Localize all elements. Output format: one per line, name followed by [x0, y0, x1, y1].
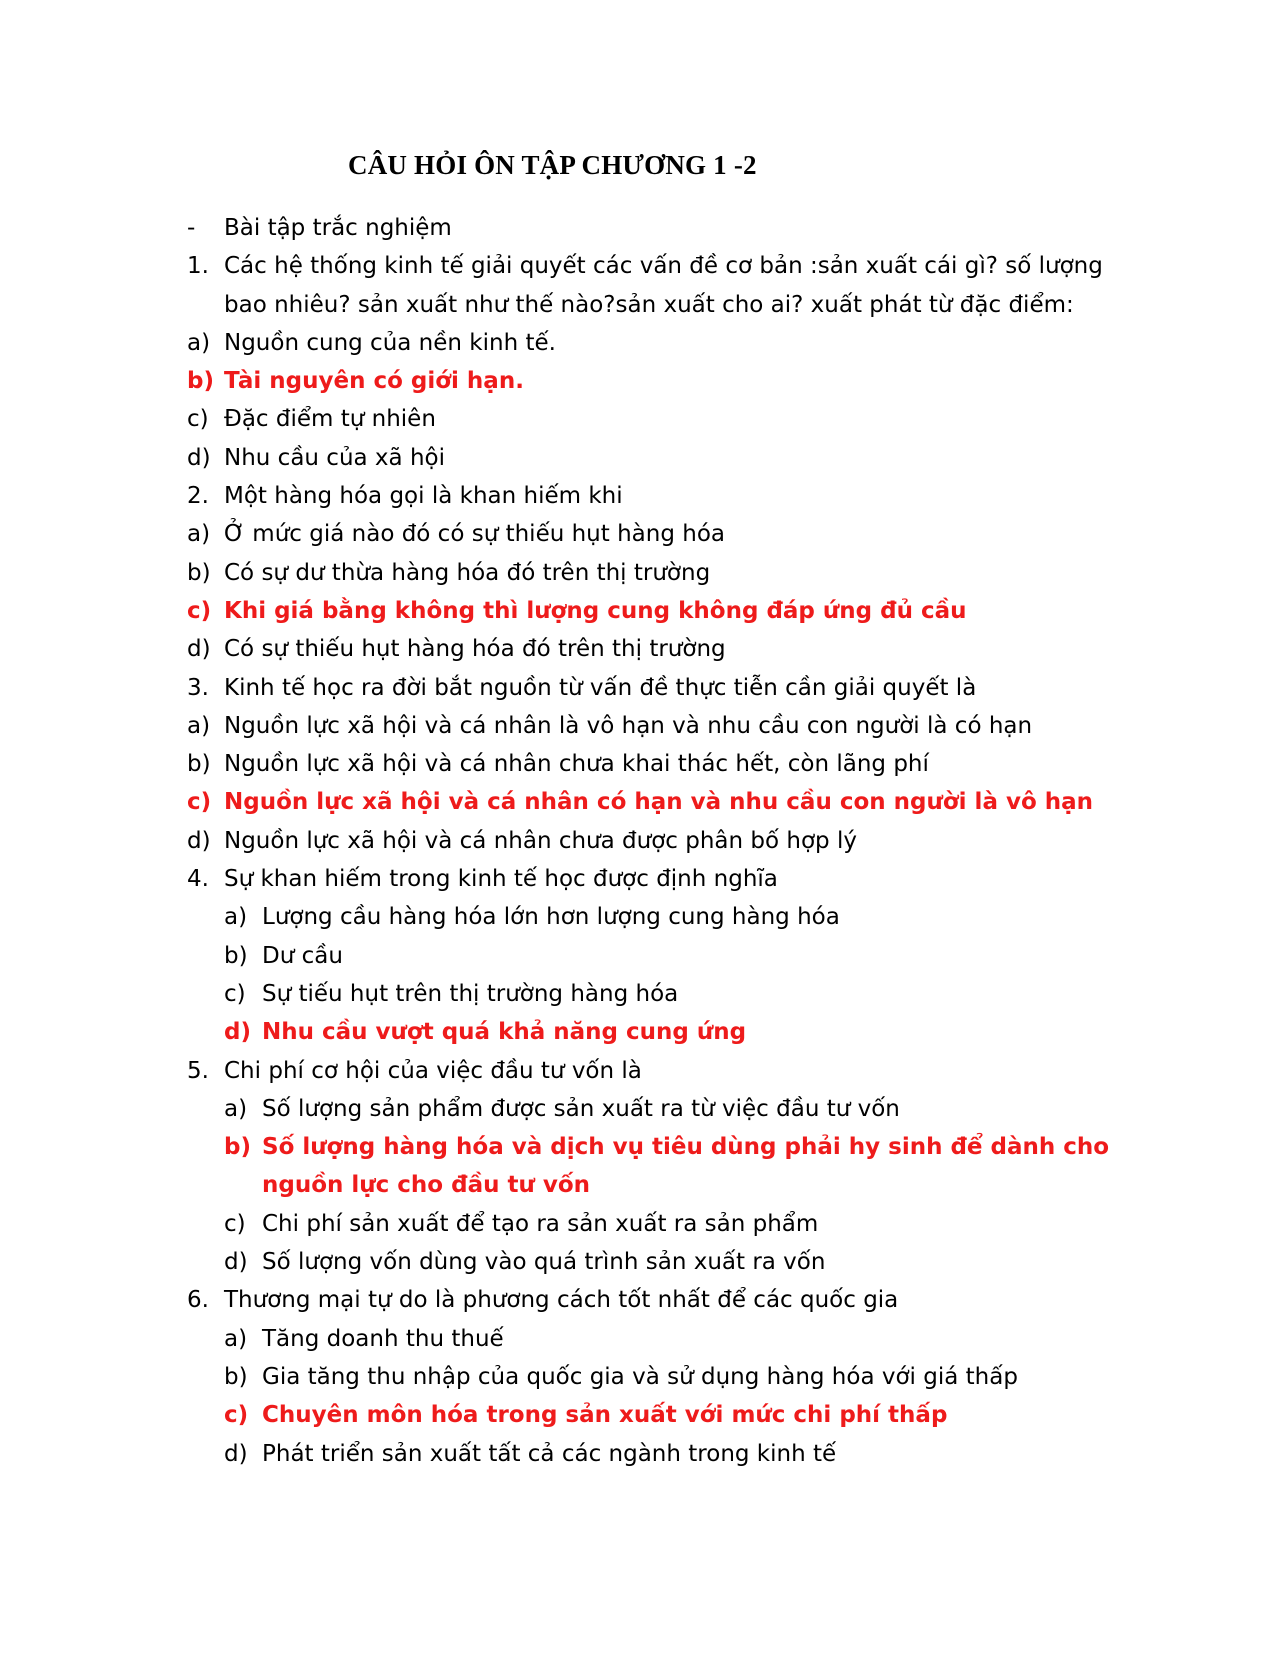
- question-text: Một hàng hóa gọi là khan hiếm khi: [224, 483, 623, 510]
- option-text: Đặc điểm tự nhiên: [224, 406, 436, 433]
- option-text: Tăng doanh thu thuế: [262, 1325, 504, 1352]
- option-text: Có sự thiếu hụt hàng hóa đó trên thị trường: [224, 636, 726, 663]
- option-letter: a): [224, 1095, 248, 1122]
- question-text: Các hệ thống kinh tế giải quyết các vấn đề cơ bản :sản xuất cái gì? số lượng: [224, 253, 1103, 280]
- option-text: Nguồn lực xã hội và cá nhân là vô hạn và nhu cầu con người là có hạn: [224, 712, 1033, 739]
- question-3: [0, 669, 1280, 707]
- question-4: [0, 860, 1280, 898]
- option-text: nguồn lực cho đầu tư vốn: [262, 1172, 591, 1199]
- option-text: Dư cầu: [262, 942, 343, 969]
- option-text: Chi phí sản xuất để tạo ra sản xuất ra sản phẩm: [262, 1210, 819, 1237]
- question-6: [0, 1281, 1280, 1319]
- option-4b: [0, 937, 1280, 975]
- option-letter: d): [187, 444, 211, 471]
- option-text: Nhu cầu vượt quá khả năng cung ứng: [262, 1019, 747, 1046]
- option-4c: [0, 975, 1280, 1013]
- option-letter: c): [224, 1210, 246, 1237]
- question-1-continued: [0, 286, 1280, 324]
- option-6d: [0, 1435, 1280, 1473]
- option-letter: a): [187, 329, 211, 356]
- option-letter: a): [187, 521, 211, 548]
- question-number: 2.: [187, 483, 209, 510]
- option-2d: [0, 630, 1280, 668]
- option-letter: d): [224, 1249, 248, 1276]
- option-text: Lượng cầu hàng hóa lớn hơn lượng cung hàng hóa: [262, 904, 840, 931]
- option-text: Sự tiếu hụt trên thị trường hàng hóa: [262, 980, 679, 1007]
- option-1a: [0, 324, 1280, 362]
- question-text: Thương mại tự do là phương cách tốt nhất để các quốc gia: [224, 1287, 899, 1314]
- option-text: Nguồn cung của nền kinh tế.: [224, 329, 556, 356]
- option-6c-correct: [0, 1396, 1280, 1434]
- option-text: Gia tăng thu nhập của quốc gia và sử dụng hàng hóa với giá thấp: [262, 1363, 1018, 1390]
- option-1d: [0, 439, 1280, 477]
- option-letter: d): [224, 1440, 248, 1467]
- option-text: Nhu cầu của xã hội: [224, 444, 445, 471]
- option-text: Số lượng hàng hóa và dịch vụ tiêu dùng phải hy sinh để dành cho: [262, 1134, 1110, 1161]
- option-3c-correct: [0, 783, 1280, 821]
- question-number: 3.: [187, 674, 209, 701]
- section-heading-text: Bài tập trắc nghiệm: [224, 215, 452, 241]
- option-text: Nguồn lực xã hội và cá nhân có hạn và nhu cầu con người là vô hạn: [224, 789, 1094, 816]
- option-4d-correct: [0, 1013, 1280, 1051]
- option-1b-correct: [0, 362, 1280, 400]
- option-letter: b): [224, 1363, 248, 1390]
- option-text: Số lượng vốn dùng vào quá trình sản xuất ra vốn: [262, 1249, 826, 1276]
- option-text: Chuyên môn hóa trong sản xuất với mức chi phí thấp: [262, 1402, 948, 1429]
- question-text: bao nhiêu? sản xuất như thế nào?sản xuất cho ai? xuất phát từ đặc điểm:: [224, 291, 1074, 318]
- option-text: Số lượng sản phẩm được sản xuất ra từ việc đầu tư vốn: [262, 1095, 900, 1122]
- option-text: Tài nguyên có giới hạn.: [224, 368, 524, 395]
- option-letter: c): [187, 406, 209, 433]
- option-letter: a): [224, 904, 248, 931]
- question-number: 1.: [187, 253, 209, 280]
- option-letter: b): [224, 1134, 251, 1161]
- question-1: [0, 247, 1280, 285]
- option-letter: a): [187, 712, 211, 739]
- option-text: Phát triển sản xuất tất cả các ngành trong kinh tế: [262, 1440, 837, 1467]
- option-4a: [0, 898, 1280, 936]
- option-3a: [0, 707, 1280, 745]
- question-2: [0, 477, 1280, 515]
- option-letter: c): [224, 1402, 249, 1429]
- option-letter: a): [224, 1325, 248, 1352]
- option-letter: c): [224, 980, 246, 1007]
- option-2c-correct: [0, 592, 1280, 630]
- document-title: CÂU HỎI ÔN TẬP CHƯƠNG 1 -2: [348, 150, 757, 180]
- option-letter: b): [187, 751, 211, 778]
- question-list: [0, 209, 1280, 1473]
- option-text: Có sự dư thừa hàng hóa đó trên thị trường: [224, 559, 711, 586]
- option-5c: [0, 1205, 1280, 1243]
- option-letter: d): [187, 636, 211, 663]
- bullet-marker: -: [187, 215, 196, 241]
- option-letter: c): [187, 789, 212, 816]
- option-text: Khi giá bằng không thì lượng cung không đáp ứng đủ cầu: [224, 597, 967, 624]
- option-3d: [0, 822, 1280, 860]
- option-2a: [0, 515, 1280, 553]
- section-heading: [0, 209, 1280, 247]
- question-number: 6.: [187, 1287, 209, 1314]
- option-5d: [0, 1243, 1280, 1281]
- option-letter: d): [187, 827, 211, 854]
- option-5b-correct: [0, 1128, 1280, 1166]
- option-text: Ở mức giá nào đó có sự thiếu hụt hàng hóa: [224, 521, 725, 548]
- option-2b: [0, 554, 1280, 592]
- question-text: Kinh tế học ra đời bắt nguồn từ vấn đề thực tiễn cần giải quyết là: [224, 674, 977, 701]
- question-number: 4.: [187, 866, 209, 893]
- option-5b-continued: [0, 1166, 1280, 1204]
- question-text: Sự khan hiếm trong kinh tế học được định nghĩa: [224, 866, 778, 893]
- question-5: [0, 1052, 1280, 1090]
- option-letter: b): [187, 559, 211, 586]
- question-text: Chi phí cơ hội của việc đầu tư vốn là: [224, 1057, 642, 1084]
- question-number: 5.: [187, 1057, 209, 1084]
- option-text: Nguồn lực xã hội và cá nhân chưa được phân bố hợp lý: [224, 827, 857, 854]
- option-1c: [0, 400, 1280, 438]
- option-letter: c): [187, 597, 212, 624]
- option-6b: [0, 1358, 1280, 1396]
- option-3b: [0, 745, 1280, 783]
- option-6a: [0, 1320, 1280, 1358]
- option-letter: b): [224, 942, 248, 969]
- option-text: Nguồn lực xã hội và cá nhân chưa khai thác hết, còn lãng phí: [224, 751, 929, 778]
- option-letter: d): [224, 1019, 251, 1046]
- option-5a: [0, 1090, 1280, 1128]
- option-letter: b): [187, 368, 214, 395]
